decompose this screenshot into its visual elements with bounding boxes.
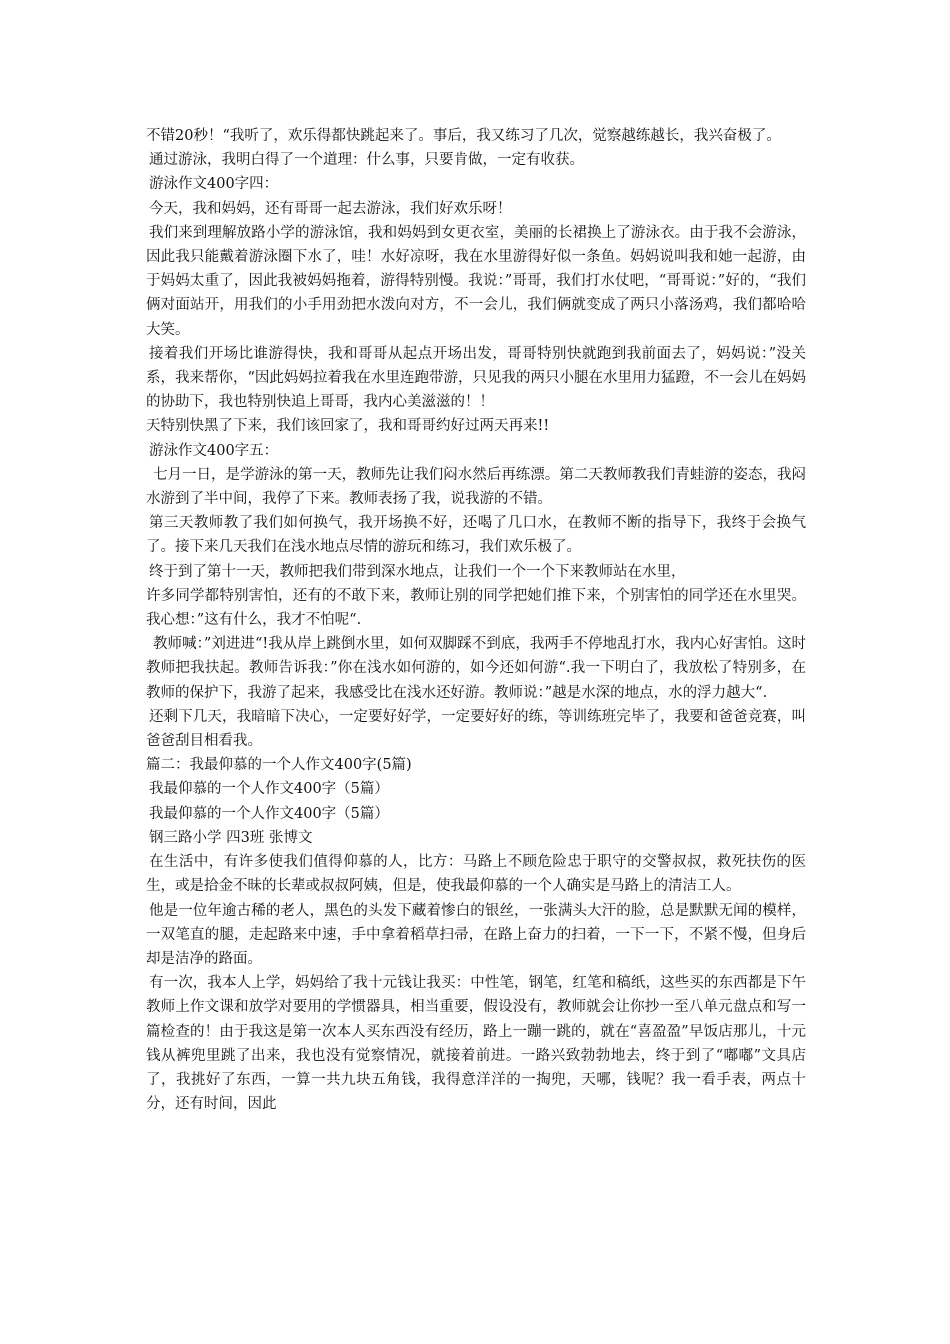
paragraph: 今天，我和妈妈，还有哥哥一起去游泳，我们好欢乐呀！ xyxy=(149,200,512,217)
paragraph: 终于到了第十一天，教师把我们带到深水地点，让我们一个一个下来教师站在水里， xyxy=(149,563,686,580)
paragraph: 许多同学都特别害怕，还有的不敢下来，教师让别的同学把她们推下来，个别害怕的同学还在水里哭。我心想：”这有什么，我才不怕呢“. xyxy=(146,587,806,629)
paragraph: 教师喊：”刘进进“!我从岸上跳倒水里，如何双脚踩不到底，我两手不停地乱打水，我内心好害怕。这时教师把我扶起。教师告诉我：”你在浅水如何游的，如今还如何游“.我一下明白了，我放松了特别多，在教师的保护下，我游了起来，我感受比在浅水还好游。教师说：”越是水深的地点，水的浮力越大“. xyxy=(146,636,806,701)
section-heading: 游泳作文400字四： xyxy=(149,176,279,193)
article-title: 我最仰慕的一个人作文400字（5篇） xyxy=(149,781,389,798)
paragraph: 天特别快黑了下来，我们该回家了，我和哥哥约好过两天再来!! xyxy=(146,418,550,435)
paragraph: 接着我们开场比谁游得快，我和哥哥从起点开场出发，哥哥特别快就跑到我前面去了，妈妈说：”没关系，我来帮你，“因此妈妈拉着我在水里连跑带游，只见我的两只小腿在水里用力猛蹬，不一会儿在妈妈的协助下，我也特别快追上哥哥，我内心美滋滋的！！ xyxy=(146,345,806,411)
paragraph: 有一次，我本人上学，妈妈给了我十元钱让我买：中性笔，钢笔，红笔和稿纸，这些买的东西都是下午教师上作文课和放学对要用的学惯器具，相当重要，假设没有，教师就会让你抄一至八单元盘点和写一篇检查的！由于我这是第一次本人买东西没有经历，路上一蹦一跳的，就在“喜盈盈”早饭店那儿，十元钱从裤兜里跳了出来，我也没有觉察情况，就接着前进。一路兴致勃勃地去，终于到了“嘟嘟”文具店了，我挑好了东西，一算一共九块五角钱，我得意洋洋的一掏兜，天哪，钱呢？我一看手表，两点十分，还有时间，因此 xyxy=(146,975,806,1113)
paragraph: 七月一日，是学游泳的第一天，教师先让我们闷水然后再练漂。第二天教师教我们青蛙游的姿态，我闷水游到了半中间，我停了下来。教师表扬了我，说我游的不错。 xyxy=(146,466,806,508)
article-heading: 篇二：我最仰慕的一个人作文400字(5篇) xyxy=(146,757,412,774)
author-line: 钢三路小学 四3班 张博文 xyxy=(149,829,313,846)
section-heading: 游泳作文400字五： xyxy=(149,442,279,459)
paragraph: 第三天教师教了我们如何换气，我开场换不好，还喝了几口水，在教师不断的指导下，我终于会换气了。接下来几天我们在浅水地点尽情的游玩和练习，我们欢乐极了。 xyxy=(146,515,806,556)
paragraph: 他是一位年逾古稀的老人，黑色的头发下藏着惨白的银丝，一张满头大汗的脸，总是默默无闻的模样，一双笔直的腿，走起路来中速，手中拿着稻草扫帚，在路上奋力的扫着，一下一下，不紧不慢，但身后却是洁净的路面。 xyxy=(146,902,806,967)
paragraph: 还剩下几天，我暗暗下决心，一定要好好学，一定要好好的练，等训练班完毕了，我要和爸爸竞赛，叫爸爸刮目相看我。 xyxy=(146,708,806,750)
document-page xyxy=(146,124,806,1116)
paragraph: 我们来到理解放路小学的游泳馆，我和妈妈到女更衣室，美丽的长裙换上了游泳衣。由于我不会游泳，因此我只能戴着游泳圈下水了，哇！水好凉呀，我在水里游得好似一条鱼。妈妈说叫我和她一起游，由于妈妈太重了，因此我被妈妈拖着，游得特别慢。我说：”哥哥，我们打水仗吧，“哥哥说：”好的，“我们俩对面站开，用我们的小手用劲把水泼向对方，不一会儿，我们俩就变成了两只小落汤鸡，我们都哈哈大笑。 xyxy=(146,224,806,338)
paragraph: 不错20秒！“我听了，欢乐得都快跳起来了。事后，我又练习了几次，觉察越练越长，我兴奋极了。 xyxy=(146,128,781,144)
paragraph: 在生活中，有许多使我们值得仰慕的人，比方：马路上不顾危险忠于职守的交警叔叔，救死扶伤的医生，或是拾金不昧的长辈或叔叔阿姨，但是，使我最仰慕的一个人确实是马路上的清洁工人。 xyxy=(146,854,806,895)
article-subtitle: 我最仰慕的一个人作文400字（5篇） xyxy=(149,805,389,822)
paragraph: 通过游泳，我明白得了一个道理：什么事，只要肯做，一定有收获。 xyxy=(149,152,584,169)
